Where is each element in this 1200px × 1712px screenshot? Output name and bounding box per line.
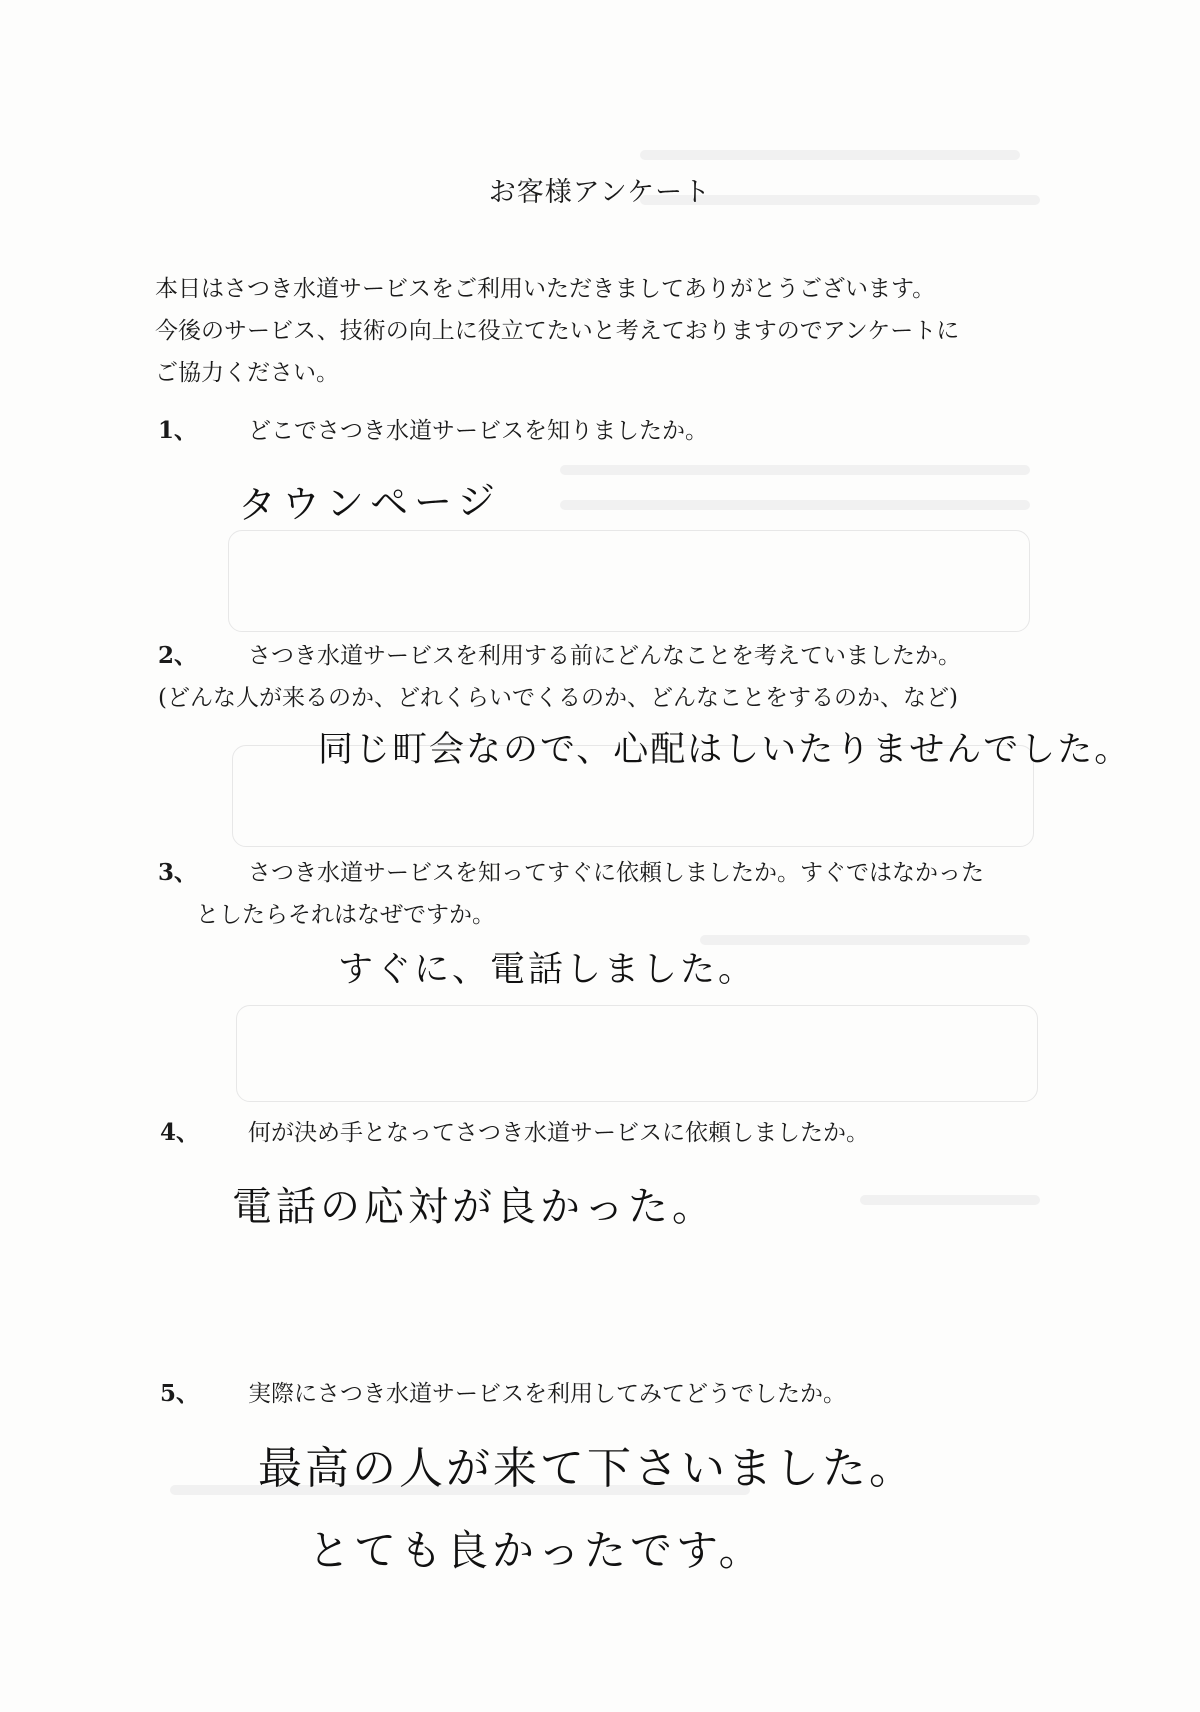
question-number: 5、 <box>160 1380 200 1407</box>
question-text: さつき水道サービスを利用する前にどんなことを考えていましたか。 <box>248 643 961 669</box>
question-text: さつき水道サービスを知ってすぐに依頼しましたか。すぐではなかった <box>248 860 984 886</box>
handwritten-answer-5-line-2: とても良かったです。 <box>308 1526 765 1575</box>
question-text: 実際にさつき水道サービスを利用してみてどうでしたか。 <box>248 1381 846 1407</box>
handwritten-answer-4: 電話の応対が良かった。 <box>232 1184 716 1230</box>
intro-line: 今後のサービス、技術の向上に役立てたいと考えておりますのでアンケートに <box>155 318 960 344</box>
handwritten-answer-1: タウンページ <box>237 478 502 528</box>
question-number: 1、 <box>158 417 198 444</box>
question-text: どこでさつき水道サービスを知りましたか。 <box>248 418 708 444</box>
bleed-through-text <box>560 465 1030 475</box>
bleed-through-box <box>228 530 1030 632</box>
bleed-through-box <box>236 1005 1038 1102</box>
intro-line: ご協力ください。 <box>155 360 339 386</box>
question-number: 4、 <box>160 1119 200 1146</box>
intro-line: 本日はさつき水道サービスをご利用いただきましてありがとうございます。 <box>155 276 936 302</box>
question-text: 何が決め手となってさつき水道サービスに依頼しましたか。 <box>248 1120 869 1146</box>
question-subtext: としたらそれはなぜですか。 <box>196 902 495 928</box>
handwritten-answer-3: すぐに、電話しました。 <box>338 950 757 990</box>
question-subtext: (どんな人が来るのか、どれくらいでくるのか、どんなことをするのか、など) <box>158 685 958 711</box>
question-number: 2、 <box>158 642 198 669</box>
page-title: お客様アンケート <box>488 177 712 208</box>
bleed-through-text <box>860 1195 1040 1205</box>
handwritten-answer-5-line-1: 最高の人が来て下さいました。 <box>258 1443 916 1494</box>
bleed-through-text <box>640 150 1020 160</box>
intro-text <box>155 268 1055 394</box>
handwritten-answer-2: 同じ町会なので、心配はしいたりませんでした。 <box>318 730 1132 770</box>
bleed-through-text <box>560 500 1030 510</box>
question-number: 3、 <box>158 859 198 886</box>
